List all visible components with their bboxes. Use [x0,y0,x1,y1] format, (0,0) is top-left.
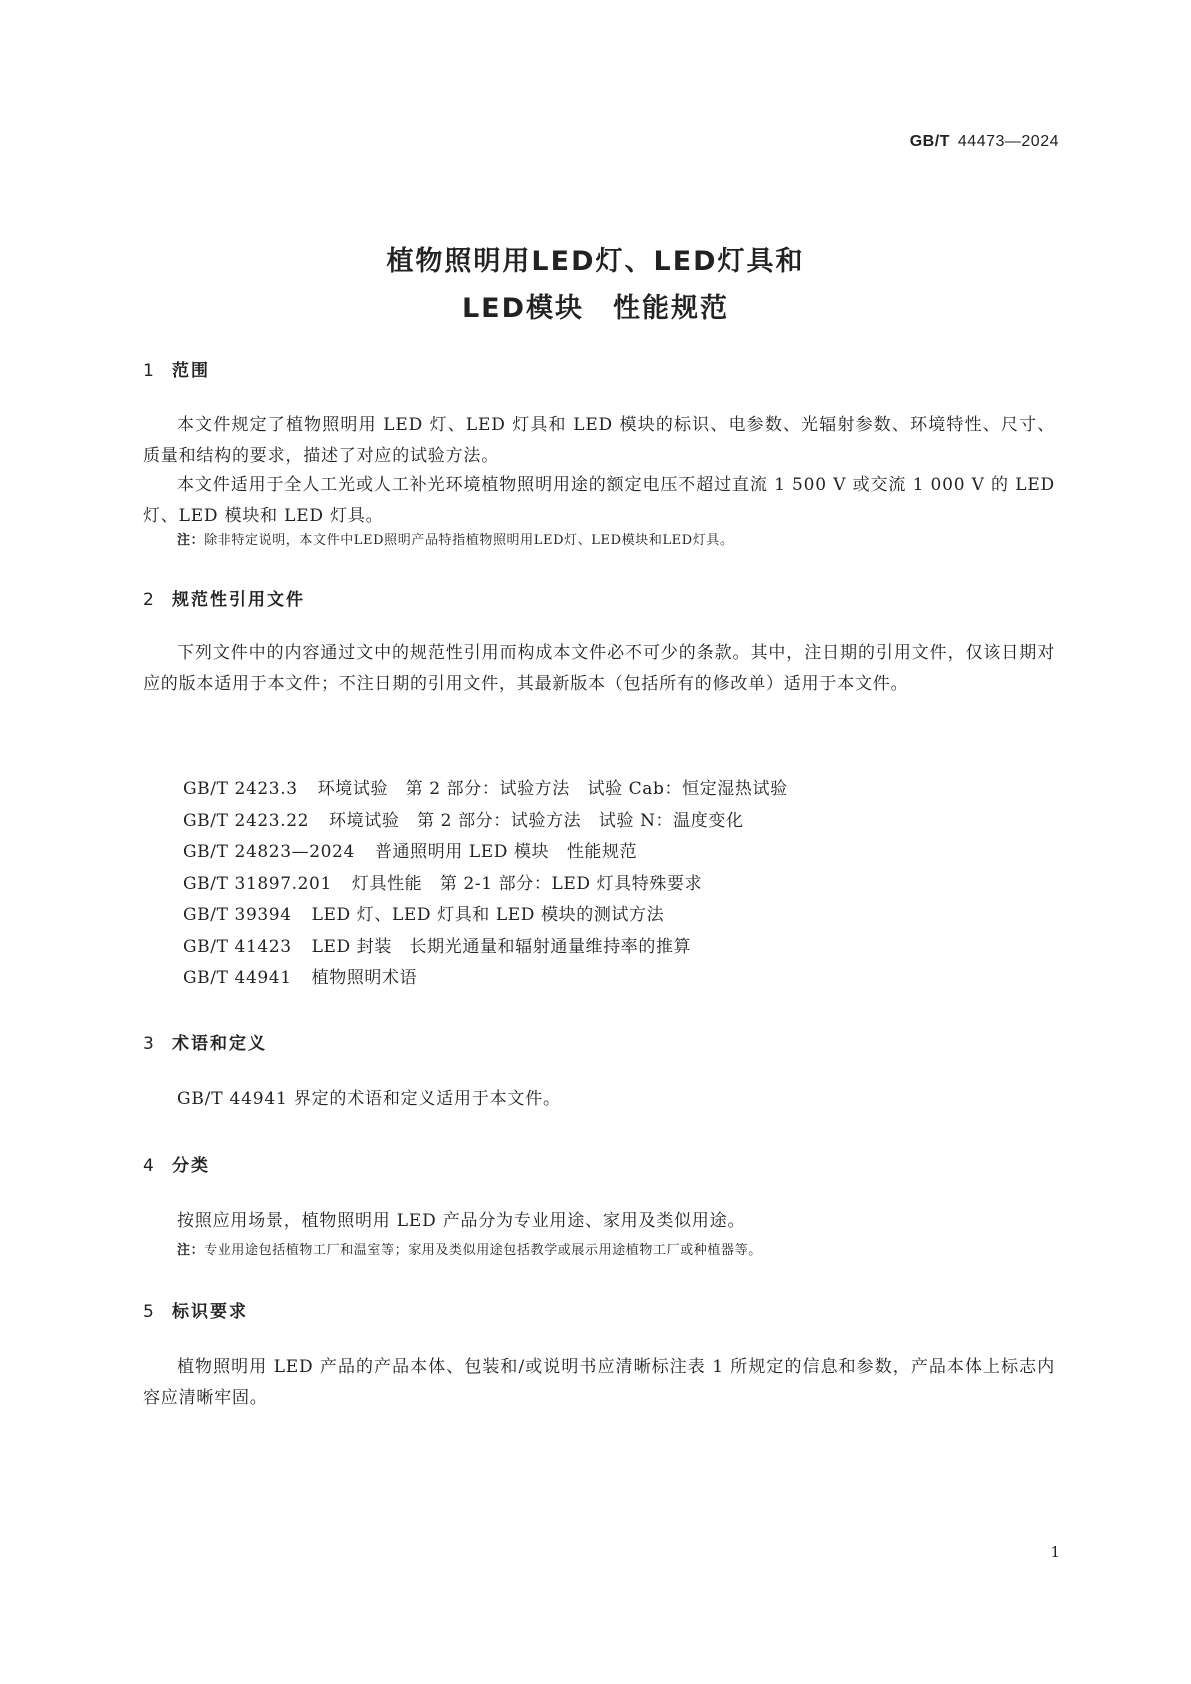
reference-code: GB/T 39394 [183,905,292,925]
standard-number: 44473—2024 [957,133,1059,150]
note-label: 注： [177,533,205,548]
standard-prefix: GB/T [909,133,950,150]
reference-list [183,774,788,995]
note-label: 注： [177,1243,205,1258]
section-title: 分类 [172,1156,210,1176]
section-title: 术语和定义 [172,1034,267,1054]
reference-title: LED 灯、LED 灯具和 LED 模块的测试方法 [311,905,665,925]
section-title: 规范性引用文件 [172,590,305,610]
title-line-1: 植物照明用LED灯、LED灯具和 [386,246,805,277]
reference-code: GB/T 2423.22 [183,810,310,831]
reference-code: GB/T 24823—2024 [183,842,355,862]
reference-item [183,837,788,869]
reference-item [183,806,788,838]
section-number: 3 [143,1034,156,1054]
section-heading-normative-refs [143,588,305,612]
scope-paragraph-2: 本文件适用于全人工光或人工补光环境植物照明用途的额定电压不超过直流 1 500 V 或交流 1 000 V 的 LED 灯、LED 模块和 LED 灯具。 [143,475,1055,526]
note-text: 专业用途包括植物工厂和温室等；家用及类似用途包括教学或展示用途植物工厂或种植器等。 [204,1243,762,1258]
reference-title: 环境试验 第 2 部分：试验方法 试验 N：温度变化 [329,810,744,831]
reference-title: 灯具性能 第 2-1 部分：LED 灯具特殊要求 [351,873,703,894]
note-text: 除非特定说明，本文件中LED照明产品特指植物照明用LED灯、LED模块和LED灯具。 [204,533,734,548]
reference-title: 环境试验 第 2 部分：试验方法 试验 Cab：恒定湿热试验 [317,779,788,799]
reference-item [183,869,788,901]
section-number: 2 [143,590,156,610]
reference-code: GB/T 41423 [183,936,292,957]
marking-paragraph: 植物照明用 LED 产品的产品本体、包装和/或说明书应清晰标注表 1 所规定的信息和参数，产品本体上标志内容应清晰牢固。 [143,1357,1055,1408]
reference-title: 植物照明术语 [311,968,418,988]
normative-refs-intro: 下列文件中的内容通过文中的规范性引用而构成本文件必不可少的条款。其中，注日期的引用文件，仅该日期对应的版本适用于本文件；不注日期的引用文件，其最新版本（包括所有的修改单）适用于本文件。 [143,643,1055,694]
scope-paragraph-1: 本文件规定了植物照明用 LED 灯、LED 灯具和 LED 模块的标识、电参数、光辐射参数、环境特性、尺寸、质量和结构的要求，描述了对应的试验方法。 [143,415,1055,466]
title-line-2: LED模块 性能规范 [461,293,730,324]
section-number: 4 [143,1156,156,1176]
section-heading-scope [143,359,210,383]
reference-item [183,963,788,995]
section-title: 范围 [172,361,210,381]
terms-paragraph: GB/T 44941 界定的术语和定义适用于本文件。 [177,1089,561,1109]
reference-code: GB/T 44941 [183,968,292,988]
reference-code: GB/T 2423.3 [183,779,298,799]
section-heading-terms [143,1032,267,1056]
section-number: 5 [143,1302,156,1322]
scope-note [177,531,1057,551]
standard-code [910,133,1059,151]
reference-title: 普通照明用 LED 模块 性能规范 [374,842,638,862]
page-number: 1 [1050,1543,1060,1561]
section-title: 标识要求 [172,1302,248,1322]
classification-paragraph: 按照应用场景，植物照明用 LED 产品分为专业用途、家用及类似用途。 [177,1211,746,1231]
document-title [0,238,1191,332]
classification-note [177,1241,1057,1261]
reference-item [183,932,788,964]
reference-item [183,900,788,932]
reference-code: GB/T 31897.201 [183,873,332,894]
section-number: 1 [143,361,156,381]
section-heading-marking [143,1300,248,1324]
reference-title: LED 封装 长期光通量和辐射通量维持率的推算 [311,936,692,957]
section-heading-classification [143,1154,210,1178]
reference-item [183,774,788,806]
